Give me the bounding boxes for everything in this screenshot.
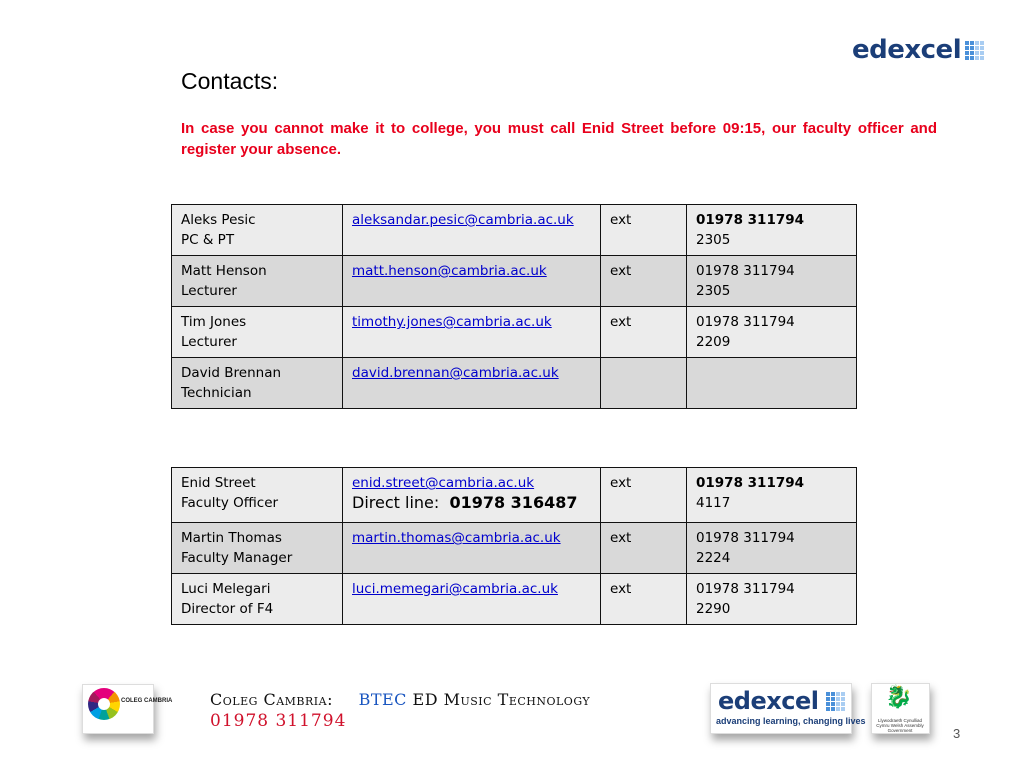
contact-name: Aleks Pesic [181, 212, 256, 228]
email-link[interactable]: timothy.jones@cambria.ac.uk [352, 314, 552, 330]
phone-cell [687, 205, 857, 256]
ext-label: ext [610, 475, 632, 491]
contact-email-cell [343, 256, 601, 307]
phone-number: 01978 311794 [696, 581, 795, 597]
contact-email-cell [343, 468, 601, 523]
edexcel-footer-logo-text: edexcel [718, 687, 819, 715]
ext-label: ext [610, 263, 632, 279]
contact-name-cell [172, 307, 343, 358]
ext-label-cell [601, 307, 687, 358]
email-link[interactable]: aleksandar.pesic@cambria.ac.uk [352, 212, 574, 228]
ext-label-cell [601, 358, 687, 409]
extension-number: 2305 [696, 283, 731, 299]
email-link[interactable]: enid.street@cambria.ac.uk [352, 475, 535, 491]
edexcel-tagline: advancing learning, changing lives [716, 716, 866, 726]
contact-name-cell [172, 358, 343, 409]
extension-number: 2224 [696, 550, 731, 566]
contact-name: Enid Street [181, 475, 256, 491]
contact-role: Faculty Manager [181, 550, 293, 566]
direct-line-number: 01978 316487 [449, 493, 578, 512]
contact-role: Faculty Officer [181, 495, 279, 511]
phone-cell [687, 256, 857, 307]
extension-number: 2209 [696, 334, 731, 350]
contact-email-cell [343, 205, 601, 256]
ext-label: ext [610, 314, 632, 330]
cambria-wheel-icon [88, 688, 120, 720]
email-link[interactable]: matt.henson@cambria.ac.uk [352, 263, 547, 279]
welsh-dragon-icon: 🐉 [885, 684, 913, 709]
phone-number: 01978 311794 [696, 475, 805, 491]
edexcel-footer-dots-icon [826, 692, 845, 711]
footer-course-title [210, 690, 590, 709]
phone-cell [687, 574, 857, 625]
edexcel-logo [852, 36, 984, 64]
phone-number: 01978 311794 [696, 263, 795, 279]
ext-label-cell [601, 256, 687, 307]
contact-name-cell [172, 574, 343, 625]
ext-label-cell [601, 468, 687, 523]
email-link[interactable]: martin.thomas@cambria.ac.uk [352, 530, 561, 546]
contact-name: Martin Thomas [181, 530, 282, 546]
ext-label: ext [610, 530, 632, 546]
extension-number: 4117 [696, 495, 731, 511]
page-number: 3 [953, 726, 961, 741]
extension-number: 2290 [696, 601, 731, 617]
contact-email-cell [343, 307, 601, 358]
contact-name: David Brennan [181, 365, 282, 381]
phone-number: 01978 311794 [696, 212, 805, 228]
contact-role: Lecturer [181, 334, 237, 350]
footer-phone: 01978 311794 [210, 711, 347, 731]
contact-name-cell [172, 205, 343, 256]
footer-course-name: ED Music Technology [412, 690, 591, 709]
ext-label-cell [601, 574, 687, 625]
staff-contacts-table [171, 204, 857, 409]
direct-line [352, 493, 591, 513]
email-link[interactable]: luci.memegari@cambria.ac.uk [352, 581, 558, 597]
ext-label: ext [610, 581, 632, 597]
table-row [172, 468, 857, 523]
table-row [172, 256, 857, 307]
direct-line-label: Direct line: [352, 493, 440, 512]
contact-role: PC & PT [181, 232, 235, 248]
footer-college-name: Coleg Cambria: [210, 690, 333, 709]
ext-label-cell [601, 523, 687, 574]
ext-label-cell [601, 205, 687, 256]
cambria-logo-text: COLEG CAMBRIA [121, 698, 173, 704]
table-row [172, 574, 857, 625]
phone-cell [687, 523, 857, 574]
phone-cell [687, 358, 857, 409]
page-title: Contacts: [181, 68, 279, 94]
phone-cell [687, 468, 857, 523]
contact-email-cell [343, 523, 601, 574]
table-row [172, 307, 857, 358]
phone-cell [687, 307, 857, 358]
contact-email-cell [343, 358, 601, 409]
contact-email-cell [343, 574, 601, 625]
table-row [172, 523, 857, 574]
table-row [172, 358, 857, 409]
footer-btec: BTEC [358, 690, 407, 709]
contact-name: Matt Henson [181, 263, 267, 279]
extension-number: 2305 [696, 232, 731, 248]
contact-role: Lecturer [181, 283, 237, 299]
contact-name-cell [172, 256, 343, 307]
email-link[interactable]: david.brennan@cambria.ac.uk [352, 365, 559, 381]
ext-label: ext [610, 212, 632, 228]
phone-number: 01978 311794 [696, 314, 795, 330]
phone-number: 01978 311794 [696, 530, 795, 546]
table-row [172, 205, 857, 256]
contact-name-cell [172, 468, 343, 523]
edexcel-dots-icon [965, 41, 984, 60]
absence-warning: In case you cannot make it to college, you must call Enid Street before 09:15, our faculty officer and register your absence. [181, 120, 937, 158]
contact-role: Director of F4 [181, 601, 274, 617]
edexcel-logo-text: edexcel [852, 35, 962, 65]
welsh-assembly-text: Llywodraeth Cynulliad Cymru Welsh Assembly Government [876, 718, 924, 733]
management-contacts-table [171, 467, 857, 625]
contact-role: Technician [181, 385, 252, 401]
contact-name: Tim Jones [181, 314, 247, 330]
contact-name: Luci Melegari [181, 581, 271, 597]
contact-name-cell [172, 523, 343, 574]
